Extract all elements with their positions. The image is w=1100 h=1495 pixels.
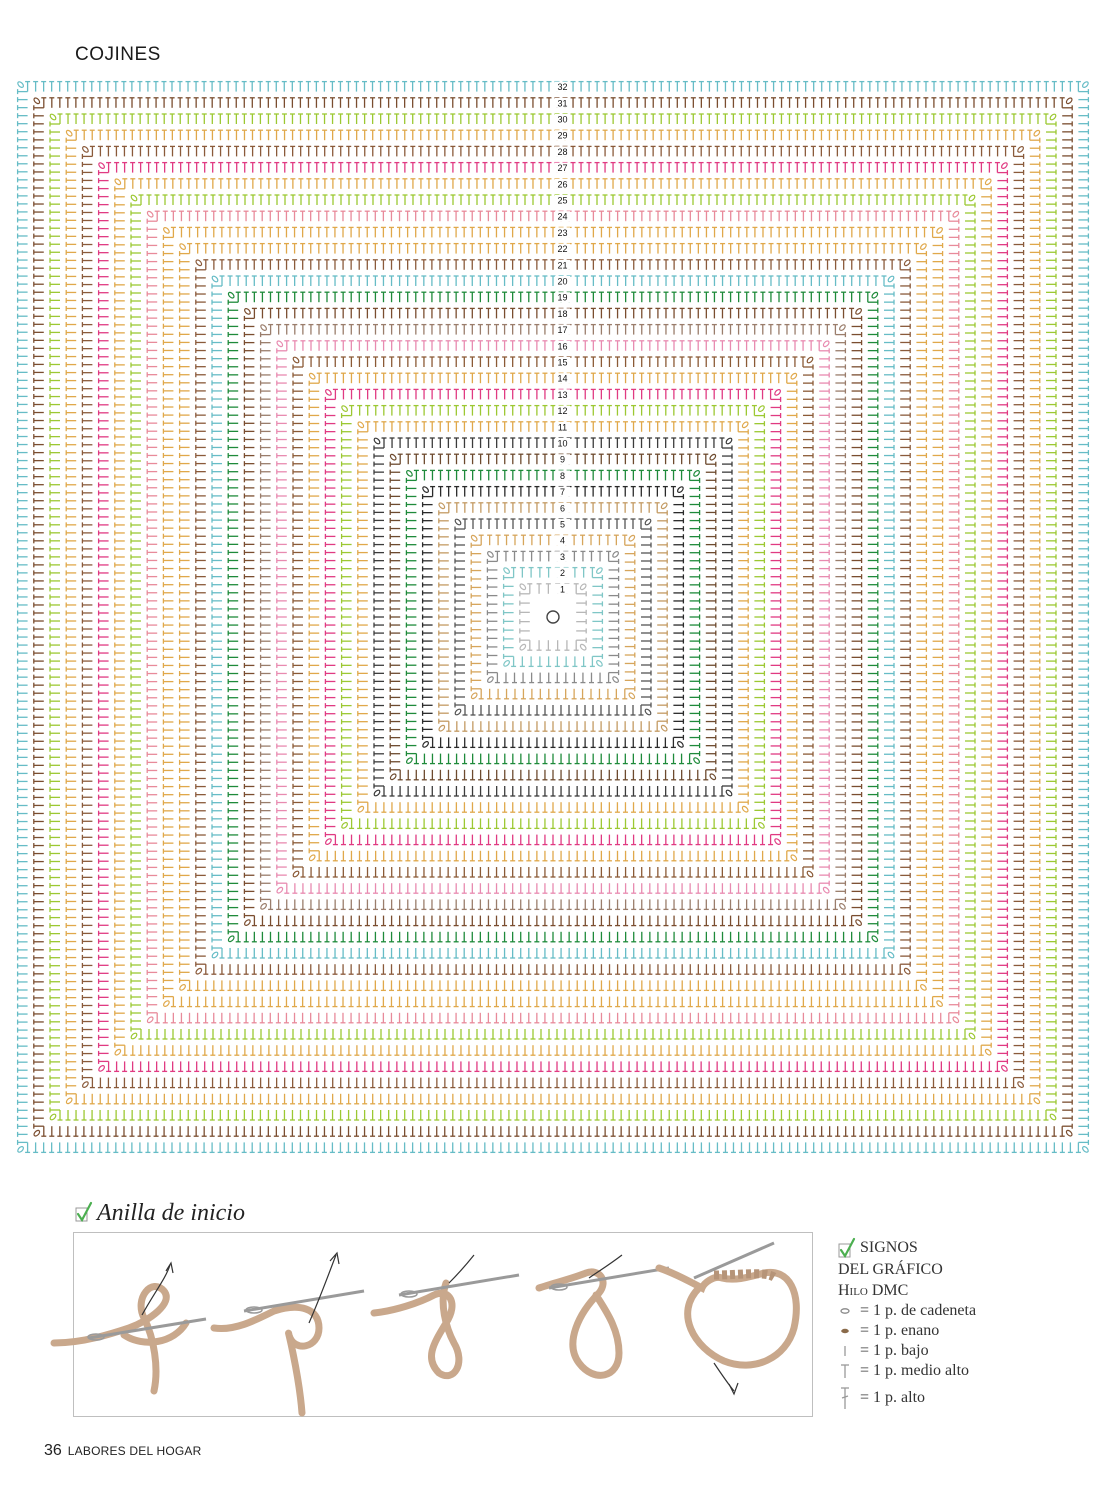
half-double-crochet-icon [838,1361,858,1381]
round-number: 25 [557,195,568,206]
double-crochet-icon [838,1385,858,1411]
round-8 [406,470,701,765]
checkmark-icon [75,1202,93,1224]
round-number: 17 [557,325,568,336]
round-number: 22 [557,244,568,255]
legend-title-line-2: DEL GRÁFICO [838,1261,943,1278]
round-number: 23 [557,227,568,238]
ring-step-5 [659,1243,796,1394]
legend-item-half-double-crochet [838,1361,1068,1381]
round-number: 5 [559,519,566,530]
round-number: 18 [557,308,568,319]
round-number: 9 [559,454,566,465]
legend-title [838,1238,1068,1260]
round-number: 11 [557,422,568,433]
ring-illustration-box [73,1232,813,1417]
round-number: 6 [559,503,566,514]
round-number: 26 [557,179,568,190]
round-number: 28 [557,146,568,157]
round-6 [438,502,668,732]
ring-heading-text: Anilla de inicio [97,1199,245,1226]
round-22 [179,243,927,991]
round-3 [487,551,620,684]
round-number: 31 [557,98,568,109]
slip-stitch-icon [838,1321,858,1341]
ring-step-3 [374,1255,519,1376]
page-footer [44,1442,201,1460]
legend-title-line-1: SIGNOS [860,1239,918,1256]
round-1 [519,583,587,651]
checkmark-icon [838,1238,856,1260]
chart-legend [838,1238,1068,1411]
round-18 [244,308,863,927]
round-number: 12 [557,406,568,417]
crochet-chart [38,82,1068,1135]
legend-item-double-crochet [838,1385,1068,1411]
round-number: 1 [559,584,566,595]
round-number: 27 [557,163,568,174]
magazine-name: LABORES DEL HOGAR [67,1444,202,1458]
round-number: 32 [557,82,568,93]
ring-step-1 [54,1263,206,1391]
round-number: 7 [559,487,566,498]
legend-item-chain [838,1301,1068,1321]
round-number: 13 [557,389,568,400]
round-5 [454,518,652,716]
single-crochet-icon [838,1341,858,1361]
round-number: 24 [557,211,568,222]
round-number: 8 [559,470,566,481]
legend-item-single-crochet [838,1341,1068,1361]
ring-step-2 [214,1253,364,1413]
legend-item-slip-stitch [838,1321,1068,1341]
round-2 [503,567,603,667]
ring-heading [75,1198,245,1228]
legend-subtitle: Hilo DMC [838,1282,909,1299]
round-4 [470,534,635,699]
round-number: 30 [557,114,568,125]
round-number: 10 [557,438,568,449]
round-number: 15 [557,357,568,368]
round-number: 21 [557,260,568,271]
legend-label: = 1 p. alto [860,1389,926,1406]
round-number: 16 [557,341,568,352]
round-number: 19 [557,292,568,303]
ring-steps-illustration [74,1233,812,1416]
section-title: COJINES [75,44,161,65]
page-number: 36 [44,1442,62,1459]
round-number: 2 [559,568,566,579]
legend-label: = 1 p. enano [860,1322,940,1339]
round-number: 29 [557,130,568,141]
round-number: 14 [557,373,568,384]
ring-step-4 [539,1255,669,1375]
legend-label: = 1 p. medio alto [860,1362,970,1379]
round-12 [341,405,765,829]
legend-label: = 1 p. de cadeneta [860,1302,977,1319]
round-28 [82,146,1025,1089]
round-number: 20 [557,276,568,287]
round-number: 3 [559,551,566,562]
round-32 [17,81,1089,1153]
round-15 [292,356,814,878]
center-ring [547,611,559,623]
chain-icon [838,1301,858,1321]
legend-label: = 1 p. bajo [860,1342,929,1359]
round-number: 4 [559,535,566,546]
round-25 [130,194,976,1040]
